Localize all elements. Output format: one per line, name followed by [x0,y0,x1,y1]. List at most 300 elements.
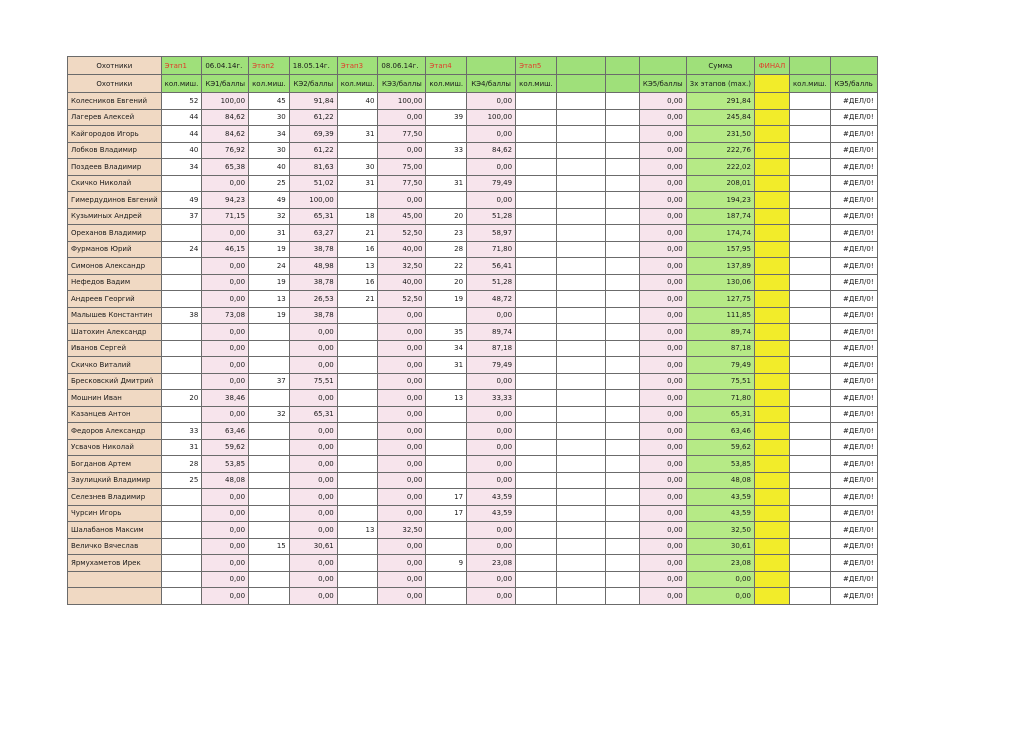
table-cell [161,571,202,588]
table-cell: 0,00 [289,423,337,440]
table-cell [426,373,467,390]
empty-cell [605,258,639,275]
table-cell [556,142,605,159]
table-cell: 0,00 [202,522,249,539]
header-sum-sub: 3х этапов (max.) [686,75,754,93]
empty-cell [605,505,639,522]
empty-cell [789,538,830,555]
table-cell: #ДЕЛ/0! [830,142,877,159]
table-cell: 187,74 [686,208,754,225]
table-cell: 51,02 [289,175,337,192]
empty-cell [789,456,830,473]
table-cell: 0,00 [378,340,426,357]
table-cell: 31 [249,225,290,242]
table-cell: 0,00 [378,423,426,440]
table-cell: 16 [337,274,378,291]
empty-cell [605,423,639,440]
table-cell: 291,84 [686,93,754,110]
empty-cell [516,142,557,159]
hunter-name: Симонов Александр [68,258,162,275]
table-cell [337,357,378,374]
table-cell [556,109,605,126]
table-cell: 71,80 [686,390,754,407]
table-cell: 0,00 [289,588,337,605]
table-cell: #ДЕЛ/0! [830,307,877,324]
hunter-name: Усвачов Николай [68,439,162,456]
empty-cell [789,588,830,605]
empty-cell [605,192,639,209]
table-cell: 111,85 [686,307,754,324]
header-date1: 06.04.14г. [202,57,249,75]
table-cell [249,472,290,489]
table-cell: 65,31 [289,406,337,423]
table-cell: 0,00 [467,307,516,324]
table-cell [556,538,605,555]
empty-cell [516,489,557,506]
table-cell [337,439,378,456]
empty-cell [605,439,639,456]
header-date2: 18.05.14г. [289,57,337,75]
table-cell: 0,00 [639,307,686,324]
table-cell: 0,00 [289,357,337,374]
table-cell: 0,00 [202,324,249,341]
empty-cell [754,505,789,522]
table-cell [249,324,290,341]
table-cell: 0,00 [378,489,426,506]
table-cell: #ДЕЛ/0! [830,274,877,291]
table-cell: 0,00 [639,555,686,572]
table-cell [556,373,605,390]
table-cell: 15 [249,538,290,555]
table-cell: 0,00 [639,489,686,506]
table-cell: 13 [249,291,290,308]
table-cell: 0,00 [289,340,337,357]
table-cell: 0,00 [202,406,249,423]
table-cell: 38,78 [289,274,337,291]
table-cell: 25 [249,175,290,192]
table-cell [556,456,605,473]
table-cell: 0,00 [202,274,249,291]
table-cell: 65,31 [686,406,754,423]
header-cnt4: кол.миш. [426,75,467,93]
table-cell: 0,00 [639,126,686,143]
empty-cell [516,373,557,390]
table-cell [249,522,290,539]
table-cell: 35 [426,324,467,341]
table-cell: 0,00 [639,522,686,539]
table-cell: 30 [337,159,378,176]
table-cell: 21 [337,291,378,308]
table-row [68,192,878,209]
table-row [68,357,878,374]
table-cell: 77,50 [378,126,426,143]
table-cell: #ДЕЛ/0! [830,489,877,506]
table-cell: 0,00 [289,324,337,341]
table-cell: 34 [249,126,290,143]
empty-cell [516,208,557,225]
table-cell [249,390,290,407]
hunter-name: Чурсин Игорь [68,505,162,522]
table-cell: 63,27 [289,225,337,242]
empty-cell [605,456,639,473]
table-cell: 40 [249,159,290,176]
table-cell: 127,75 [686,291,754,308]
table-cell: 52 [161,93,202,110]
table-cell: #ДЕЛ/0! [830,225,877,242]
empty-cell [789,109,830,126]
header-cnt3: кол.миш. [337,75,378,93]
table-cell: 0,00 [202,340,249,357]
header-cnt1: кол.миш. [161,75,202,93]
table-cell: 231,50 [686,126,754,143]
empty-cell [754,538,789,555]
table-cell: 19 [249,307,290,324]
empty-cell [605,489,639,506]
table-cell [161,489,202,506]
table-cell: 0,00 [378,357,426,374]
table-cell: 48,98 [289,258,337,275]
empty-cell [754,208,789,225]
empty-cell [754,274,789,291]
table-cell: 40 [161,142,202,159]
table-cell: 32,50 [378,522,426,539]
empty-cell [605,373,639,390]
header-stage1: Этап1 [161,57,202,75]
table-cell: 73,08 [202,307,249,324]
table-cell: 222,02 [686,159,754,176]
table-cell [556,555,605,572]
table-cell [337,340,378,357]
table-cell: 61,22 [289,142,337,159]
header-cell [639,57,686,75]
table-cell: 89,74 [686,324,754,341]
table-cell: #ДЕЛ/0! [830,538,877,555]
table-cell [556,126,605,143]
table-cell: 0,00 [202,571,249,588]
empty-cell [789,142,830,159]
empty-cell [605,175,639,192]
table-cell [249,340,290,357]
table-cell: #ДЕЛ/0! [830,390,877,407]
empty-cell [516,571,557,588]
table-cell: 79,49 [467,357,516,374]
table-cell [249,505,290,522]
header-hunters-2: Охотники [68,75,162,93]
table-cell: 56,41 [467,258,516,275]
table-cell [161,555,202,572]
table-cell: 0,00 [378,571,426,588]
table-cell: 0,00 [639,258,686,275]
table-cell [249,489,290,506]
table-cell: 69,39 [289,126,337,143]
empty-cell [789,291,830,308]
table-cell: 0,00 [639,357,686,374]
empty-cell [754,357,789,374]
table-cell: 100,00 [202,93,249,110]
empty-cell [605,274,639,291]
table-cell: 0,00 [378,439,426,456]
table-cell: 0,00 [467,423,516,440]
table-cell: 71,15 [202,208,249,225]
empty-cell [516,588,557,605]
table-cell: 0,00 [467,439,516,456]
table-cell: 0,00 [378,390,426,407]
table-cell: 20 [161,390,202,407]
empty-cell [754,142,789,159]
table-cell [426,93,467,110]
table-cell: 87,18 [467,340,516,357]
table-cell [337,109,378,126]
empty-cell [754,373,789,390]
empty-cell [516,109,557,126]
table-cell: 0,00 [639,225,686,242]
table-cell: 52,50 [378,225,426,242]
table-cell: 32 [249,406,290,423]
table-cell [426,406,467,423]
table-cell: 0,00 [686,588,754,605]
empty-cell [754,291,789,308]
table-cell: 17 [426,505,467,522]
table-cell: 0,00 [289,571,337,588]
table-cell: 30,61 [289,538,337,555]
table-cell: 26,53 [289,291,337,308]
empty-cell [754,406,789,423]
table-cell [249,456,290,473]
table-cell: 22 [426,258,467,275]
empty-cell [516,126,557,143]
table-cell: 77,50 [378,175,426,192]
table-cell: #ДЕЛ/0! [830,340,877,357]
table-cell: 0,00 [639,274,686,291]
hunter-name: Ореханов Владимир [68,225,162,242]
hunter-name: Скичко Николай [68,175,162,192]
empty-cell [516,291,557,308]
empty-cell [605,340,639,357]
empty-cell [516,225,557,242]
table-cell: 0,00 [639,390,686,407]
empty-cell [516,307,557,324]
table-cell: 61,22 [289,109,337,126]
table-cell: 31 [161,439,202,456]
table-cell: #ДЕЛ/0! [830,571,877,588]
table-cell: 0,00 [639,208,686,225]
table-cell: 30 [249,142,290,159]
table-cell: 0,00 [202,291,249,308]
table-cell [556,390,605,407]
table-cell [426,159,467,176]
empty-cell [516,423,557,440]
empty-cell [605,93,639,110]
table-cell: 0,00 [289,505,337,522]
table-cell: #ДЕЛ/0! [830,423,877,440]
table-cell: 0,00 [202,373,249,390]
table-cell: 0,00 [639,324,686,341]
empty-cell [789,175,830,192]
empty-cell [605,390,639,407]
table-cell: 19 [426,291,467,308]
table-cell: 43,59 [467,489,516,506]
table-cell [426,538,467,555]
table-cell [337,423,378,440]
table-row [68,225,878,242]
table-cell: 23,08 [686,555,754,572]
empty-cell [789,274,830,291]
table-cell: 24 [161,241,202,258]
header-row-2 [68,75,878,93]
empty-cell [754,456,789,473]
table-cell: 19 [249,241,290,258]
table-row [68,423,878,440]
table-cell: 63,46 [202,423,249,440]
table-cell [161,225,202,242]
table-cell: 48,08 [686,472,754,489]
table-cell: 75,00 [378,159,426,176]
header-stage4: Этап4 [426,57,467,75]
hunter-name: Малышев Константин [68,307,162,324]
table-cell: 58,97 [467,225,516,242]
table-cell [337,538,378,555]
table-cell: 65,31 [289,208,337,225]
table-row [68,406,878,423]
table-cell: 40,00 [378,274,426,291]
empty-cell [516,93,557,110]
table-cell: 0,00 [639,571,686,588]
empty-cell [789,225,830,242]
table-cell: 0,00 [639,93,686,110]
table-cell: #ДЕЛ/0! [830,241,877,258]
empty-cell [754,423,789,440]
empty-cell [789,390,830,407]
table-cell [556,274,605,291]
table-cell: 0,00 [639,373,686,390]
table-cell: 84,62 [467,142,516,159]
table-row [68,274,878,291]
hunter-name: Поздеев Владимир [68,159,162,176]
table-cell: 0,00 [202,175,249,192]
table-cell [426,192,467,209]
table-cell: #ДЕЛ/0! [830,588,877,605]
table-cell: 0,00 [378,324,426,341]
table-cell [161,588,202,605]
hunter-name: Мошнин Иван [68,390,162,407]
empty-cell [789,324,830,341]
table-row [68,307,878,324]
table-cell [337,324,378,341]
empty-cell [605,208,639,225]
hunter-name: Ярмухаметов Ирек [68,555,162,572]
table-cell: 0,00 [378,142,426,159]
table-row [68,291,878,308]
table-cell: 75,51 [289,373,337,390]
results-table [67,56,878,605]
table-cell: 79,49 [686,357,754,374]
empty-cell [605,225,639,242]
table-cell [556,208,605,225]
empty-cell [605,109,639,126]
table-cell [556,423,605,440]
table-cell: 51,28 [467,274,516,291]
header-cell [789,57,830,75]
table-cell: 30,61 [686,538,754,555]
header-hunters: Охотники [68,57,162,75]
header-ke5b: КЭ5/балль [830,75,877,93]
table-cell: #ДЕЛ/0! [830,192,877,209]
table-cell: 0,00 [639,588,686,605]
table-cell: 0,00 [378,456,426,473]
table-cell: #ДЕЛ/0! [830,291,877,308]
table-cell [426,456,467,473]
table-row [68,258,878,275]
table-cell: 17 [426,489,467,506]
table-cell [426,439,467,456]
table-cell: 32,50 [686,522,754,539]
table-row [68,324,878,341]
table-cell: #ДЕЛ/0! [830,175,877,192]
table-cell: 59,62 [686,439,754,456]
table-cell: 0,00 [378,192,426,209]
empty-cell [516,340,557,357]
table-cell: 0,00 [467,522,516,539]
table-cell: 100,00 [289,192,337,209]
table-cell: 31 [337,126,378,143]
table-cell: 0,00 [639,109,686,126]
table-cell: 16 [337,241,378,258]
header-row-1 [68,57,878,75]
table-cell: 0,00 [202,489,249,506]
table-cell [161,406,202,423]
table-cell: 0,00 [378,373,426,390]
empty-cell [754,225,789,242]
empty-cell [516,439,557,456]
table-cell: 37 [161,208,202,225]
table-cell: 48,72 [467,291,516,308]
table-cell: 0,00 [202,357,249,374]
table-cell [337,456,378,473]
table-row [68,390,878,407]
empty-cell [605,538,639,555]
table-cell: 49 [249,192,290,209]
table-cell: #ДЕЛ/0! [830,208,877,225]
empty-cell [789,159,830,176]
header-cnt2: кол.миш. [249,75,290,93]
table-cell [249,588,290,605]
empty-cell [605,241,639,258]
hunter-name: Шалабанов Максим [68,522,162,539]
table-cell: 38,46 [202,390,249,407]
table-cell: 194,23 [686,192,754,209]
table-cell: 38,78 [289,241,337,258]
empty-cell [789,555,830,572]
empty-cell [789,373,830,390]
table-cell: 38,78 [289,307,337,324]
empty-cell [754,126,789,143]
table-cell [556,340,605,357]
empty-cell [754,555,789,572]
empty-cell [754,258,789,275]
empty-cell [754,571,789,588]
table-cell [249,357,290,374]
table-cell [426,307,467,324]
header-cell [556,57,605,75]
empty-cell [789,340,830,357]
empty-cell [754,340,789,357]
table-cell [556,93,605,110]
table-cell: 30 [249,109,290,126]
hunter-name: Скичко Виталий [68,357,162,374]
table-cell: 81,63 [289,159,337,176]
table-cell: 9 [426,555,467,572]
table-cell: #ДЕЛ/0! [830,324,877,341]
